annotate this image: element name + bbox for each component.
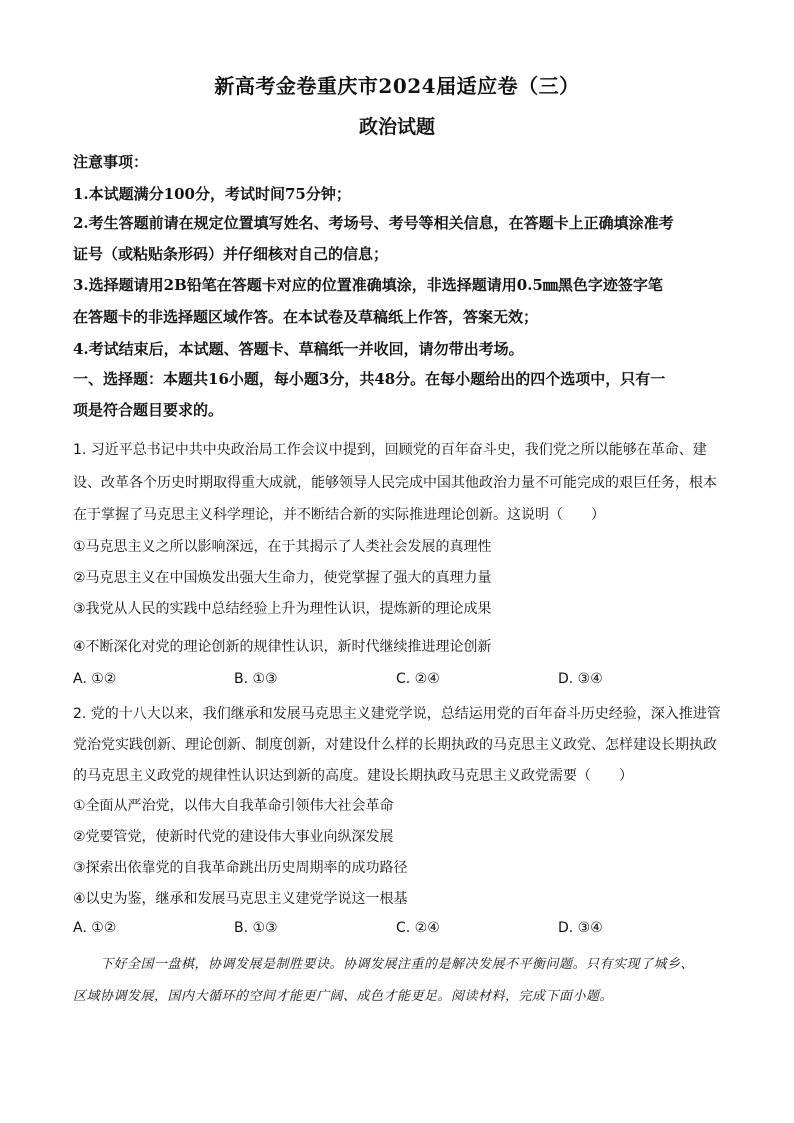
q1-item-3: ③我党从人民的实践中总结经验上升为理性认识，提炼新的理论成果 [73,601,492,617]
notes-line-2a: 2.考生答题前请在规定位置填写姓名、考场号、考号等相关信息，在答题卡上正确填涂准考 [73,214,674,232]
q1-option-a[interactable]: A. ①② [73,671,117,687]
notes-line-1: 1.本试题满分100分，考试时间75分钟； [73,185,351,203]
q1-stem-3: 在于掌握了马克思主义科学理论，并不断结合新的实际推进理论创新。这说明（ ） [73,507,605,523]
q1-option-d[interactable]: D. ③④ [558,671,603,687]
q2-stem-2: 党治党实践创新、理论创新、制度创新，对建设什么样的长期执政的马克思主义政党、怎样建设长期执政 [73,737,717,753]
q2-options [73,920,723,940]
q2-item-1: ①全面从严治党，以伟大自我革命引领伟大社会革命 [73,798,394,814]
q1-option-b[interactable]: B. ①③ [234,671,278,687]
q1-option-c[interactable]: C. ②④ [396,671,440,687]
q2-option-c[interactable]: C. ②④ [396,920,440,936]
q1-item-4: ④不断深化对党的理论创新的规律性认识，新时代继续推进理论创新 [73,639,492,655]
section-heading-a: 一、选择题：本题共16小题，每小题3分，共48分。在每小题给出的四个选项中，只有一 [73,370,666,388]
q2-item-3: ③探索出依靠党的自我革命跳出历史周期率的成功路径 [73,860,408,876]
q2-stem-3: 的马克思主义政党的规律性认识达到新的高度。建设长期执政马克思主义政党需要（ ） [73,768,633,784]
q2-item-4: ④以史为鉴，继承和发展马克思主义建党学说这一根基 [73,891,408,907]
notes-heading: 注意事项： [73,153,149,171]
notes-line-4: 4.考试结束后，本试题、答题卡、草稿纸一并收回，请勿带出考场。 [73,340,524,358]
passage-line-1: 下好全国一盘棋，协调发展是制胜要诀。协调发展注重的是解决发展不平衡问题。只有实现了城乡、 [73,957,695,972]
q2-stem-1: 2. 党的十八大以来，我们继承和发展马克思主义建党学说，总结运用党的百年奋斗历史经验，深入推进管 [73,706,721,722]
notes-line-3a: 3.选择题请用2B铅笔在答题卡对应的位置准确填涂，非选择题请用0.5㎜黑色字迹签字笔 [73,276,663,294]
q1-item-2: ②马克思主义在中国焕发出强大生命力，使党掌握了强大的真理力量 [73,570,492,586]
q2-option-d[interactable]: D. ③④ [558,920,603,936]
section-heading-b: 项是符合题目要求的。 [73,401,224,419]
q1-stem-1: 1. 习近平总书记中共中央政治局工作会议中提到，回顾党的百年奋斗史，我们党之所以能够在革命、建 [73,442,707,458]
passage-line-2: 区域协调发展，国内大循环的空间才能更广阔、成色才能更足。阅读材料，完成下面小题。 [73,989,614,1004]
notes-line-2b: 证号（或粘贴条形码）并仔细核对自己的信息； [73,245,389,263]
q2-option-b[interactable]: B. ①③ [234,920,278,936]
exam-subject: 政治试题 [358,116,435,138]
notes-line-3b: 在答题卡的非选择题区域作答。在本试卷及草稿纸上作答，答案无效； [73,308,539,326]
q1-options [73,671,723,691]
exam-title: 新高考金卷重庆市2024届适应卷（三） [214,74,580,98]
q1-stem-2: 设、改革各个历史时期取得重大成就，能够领导人民完成中国其他政治力量不可能完成的艰巨任务，根本 [73,475,717,491]
q1-item-1: ①马克思主义之所以影响深远，在于其揭示了人类社会发展的真理性 [73,539,492,555]
q2-item-2: ②党要管党，使新时代党的建设伟大事业向纵深发展 [73,829,394,845]
q2-option-a[interactable]: A. ①② [73,920,117,936]
